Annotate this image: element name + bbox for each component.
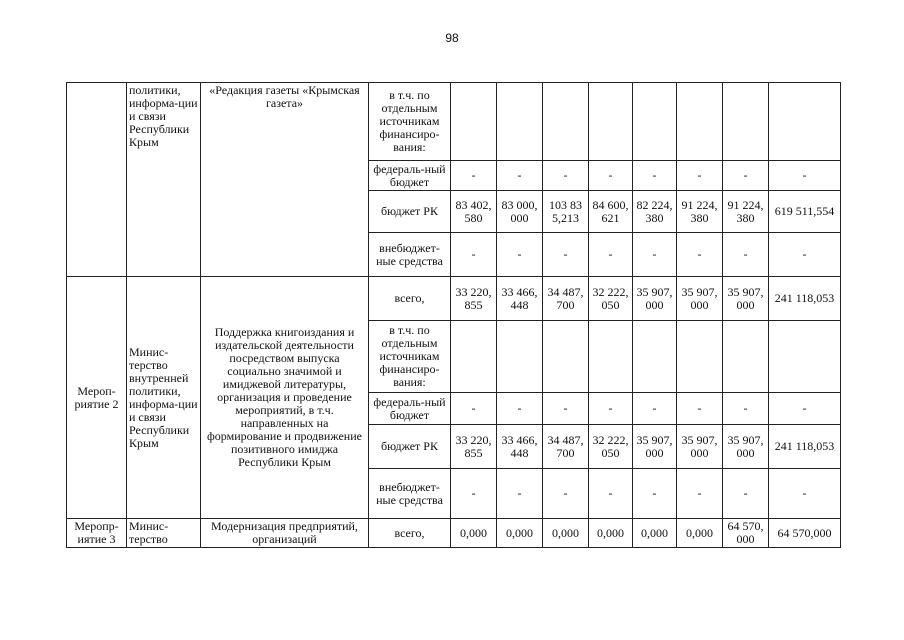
value-cell: - bbox=[589, 469, 633, 519]
value-cell bbox=[497, 321, 543, 393]
value-cell: 33 466,448 bbox=[497, 425, 543, 469]
value-cell: 32 222,050 bbox=[589, 425, 633, 469]
value-cell: 35 907,000 bbox=[677, 425, 723, 469]
value-cell: - bbox=[769, 469, 841, 519]
value-cell: 0,000 bbox=[589, 519, 633, 548]
value-cell bbox=[451, 83, 497, 161]
value-cell: 241 118,053 bbox=[769, 277, 841, 321]
source-label: бюджет РК bbox=[369, 191, 451, 233]
value-cell: 33 466,448 bbox=[497, 277, 543, 321]
value-cell: 619 511,554 bbox=[769, 191, 841, 233]
executor-cell: Минис-терство внутренней политики, информа-ции и связи Республики Крым bbox=[127, 277, 201, 519]
value-cell: - bbox=[451, 161, 497, 191]
value-cell: 103 835,213 bbox=[543, 191, 589, 233]
value-cell: 83 402,580 bbox=[451, 191, 497, 233]
value-cell: 34 487,700 bbox=[543, 277, 589, 321]
value-cell: 64 570,000 bbox=[769, 519, 841, 548]
value-cell: 0,000 bbox=[543, 519, 589, 548]
value-cell bbox=[769, 83, 841, 161]
table-row bbox=[67, 83, 841, 161]
value-cell: 34 487,700 bbox=[543, 425, 589, 469]
source-label: федераль-ный бюджет bbox=[369, 161, 451, 191]
source-label: бюджет РК bbox=[369, 425, 451, 469]
description-cell: Поддержка книгоиздания и издательской деятельности посредством выпуска социально значимой и имиджевой литературы, организация и проведение мероприятий, в т.ч. направленных на формирование и продвижение позитивного имиджа Республики Крым bbox=[201, 277, 369, 519]
value-cell: - bbox=[769, 161, 841, 191]
value-cell: - bbox=[723, 233, 769, 277]
value-cell: - bbox=[677, 469, 723, 519]
source-label: внебюджет-ные средства bbox=[369, 233, 451, 277]
executor-cell: Минис-терство bbox=[127, 519, 201, 548]
value-cell: 35 907,000 bbox=[633, 425, 677, 469]
value-cell: - bbox=[723, 161, 769, 191]
value-cell: - bbox=[543, 469, 589, 519]
value-cell: 0,000 bbox=[677, 519, 723, 548]
value-cell: - bbox=[497, 161, 543, 191]
value-cell: 83 000,000 bbox=[497, 191, 543, 233]
value-cell: - bbox=[451, 393, 497, 425]
value-cell: - bbox=[589, 233, 633, 277]
value-cell: - bbox=[589, 393, 633, 425]
value-cell: 35 907,000 bbox=[723, 425, 769, 469]
value-cell: 82 224,380 bbox=[633, 191, 677, 233]
value-cell: 64 570,000 bbox=[723, 519, 769, 548]
budget-table bbox=[66, 82, 841, 548]
value-cell: 84 600,621 bbox=[589, 191, 633, 233]
value-cell bbox=[589, 83, 633, 161]
value-cell: - bbox=[589, 161, 633, 191]
value-cell bbox=[677, 321, 723, 393]
value-cell: 0,000 bbox=[633, 519, 677, 548]
value-cell: 35 907,000 bbox=[677, 277, 723, 321]
value-cell: 33 220,855 bbox=[451, 277, 497, 321]
value-cell: - bbox=[723, 393, 769, 425]
value-cell: - bbox=[677, 161, 723, 191]
table-row bbox=[67, 519, 841, 548]
value-cell: 0,000 bbox=[497, 519, 543, 548]
value-cell: - bbox=[677, 233, 723, 277]
event-cell bbox=[67, 83, 127, 277]
value-cell: 35 907,000 bbox=[723, 277, 769, 321]
value-cell: 35 907,000 bbox=[633, 277, 677, 321]
description-cell: Модернизация предприятий, организаций bbox=[201, 519, 369, 548]
executor-cell: политики, информа-ции и связи Республики Крым bbox=[127, 83, 201, 277]
source-label: всего, bbox=[369, 277, 451, 321]
value-cell bbox=[589, 321, 633, 393]
value-cell: 33 220,855 bbox=[451, 425, 497, 469]
value-cell: 241 118,053 bbox=[769, 425, 841, 469]
value-cell: - bbox=[633, 161, 677, 191]
value-cell: 91 224,380 bbox=[677, 191, 723, 233]
value-cell bbox=[451, 321, 497, 393]
source-label: внебюджет-ные средства bbox=[369, 469, 451, 519]
value-cell: 0,000 bbox=[451, 519, 497, 548]
value-cell: 91 224,380 bbox=[723, 191, 769, 233]
source-label: в т.ч. по отдельным источникам финансиро-вания: bbox=[369, 83, 451, 161]
source-label: федераль-ный бюджет bbox=[369, 393, 451, 425]
value-cell: - bbox=[451, 469, 497, 519]
value-cell bbox=[769, 321, 841, 393]
value-cell bbox=[543, 83, 589, 161]
event-cell: Мероп-риятие 2 bbox=[67, 277, 127, 519]
value-cell bbox=[497, 83, 543, 161]
value-cell: - bbox=[723, 469, 769, 519]
event-cell: Меропр-иятие 3 bbox=[67, 519, 127, 548]
value-cell bbox=[723, 83, 769, 161]
value-cell bbox=[543, 321, 589, 393]
table-row bbox=[67, 277, 841, 321]
value-cell: 32 222,050 bbox=[589, 277, 633, 321]
value-cell: - bbox=[543, 233, 589, 277]
value-cell bbox=[677, 83, 723, 161]
value-cell bbox=[633, 321, 677, 393]
value-cell: - bbox=[543, 393, 589, 425]
value-cell: - bbox=[633, 469, 677, 519]
value-cell bbox=[723, 321, 769, 393]
value-cell: - bbox=[497, 233, 543, 277]
value-cell: - bbox=[633, 233, 677, 277]
value-cell: - bbox=[497, 469, 543, 519]
page-number: 98 bbox=[445, 31, 459, 45]
value-cell: - bbox=[451, 233, 497, 277]
value-cell bbox=[633, 83, 677, 161]
value-cell: - bbox=[677, 393, 723, 425]
description-cell: «Редакция газеты «Крымская газета» bbox=[201, 83, 369, 277]
value-cell: - bbox=[633, 393, 677, 425]
value-cell: - bbox=[769, 393, 841, 425]
value-cell: - bbox=[543, 161, 589, 191]
source-label: всего, bbox=[369, 519, 451, 548]
value-cell: - bbox=[497, 393, 543, 425]
value-cell: - bbox=[769, 233, 841, 277]
source-label: в т.ч. по отдельным источникам финансиро-вания: bbox=[369, 321, 451, 393]
